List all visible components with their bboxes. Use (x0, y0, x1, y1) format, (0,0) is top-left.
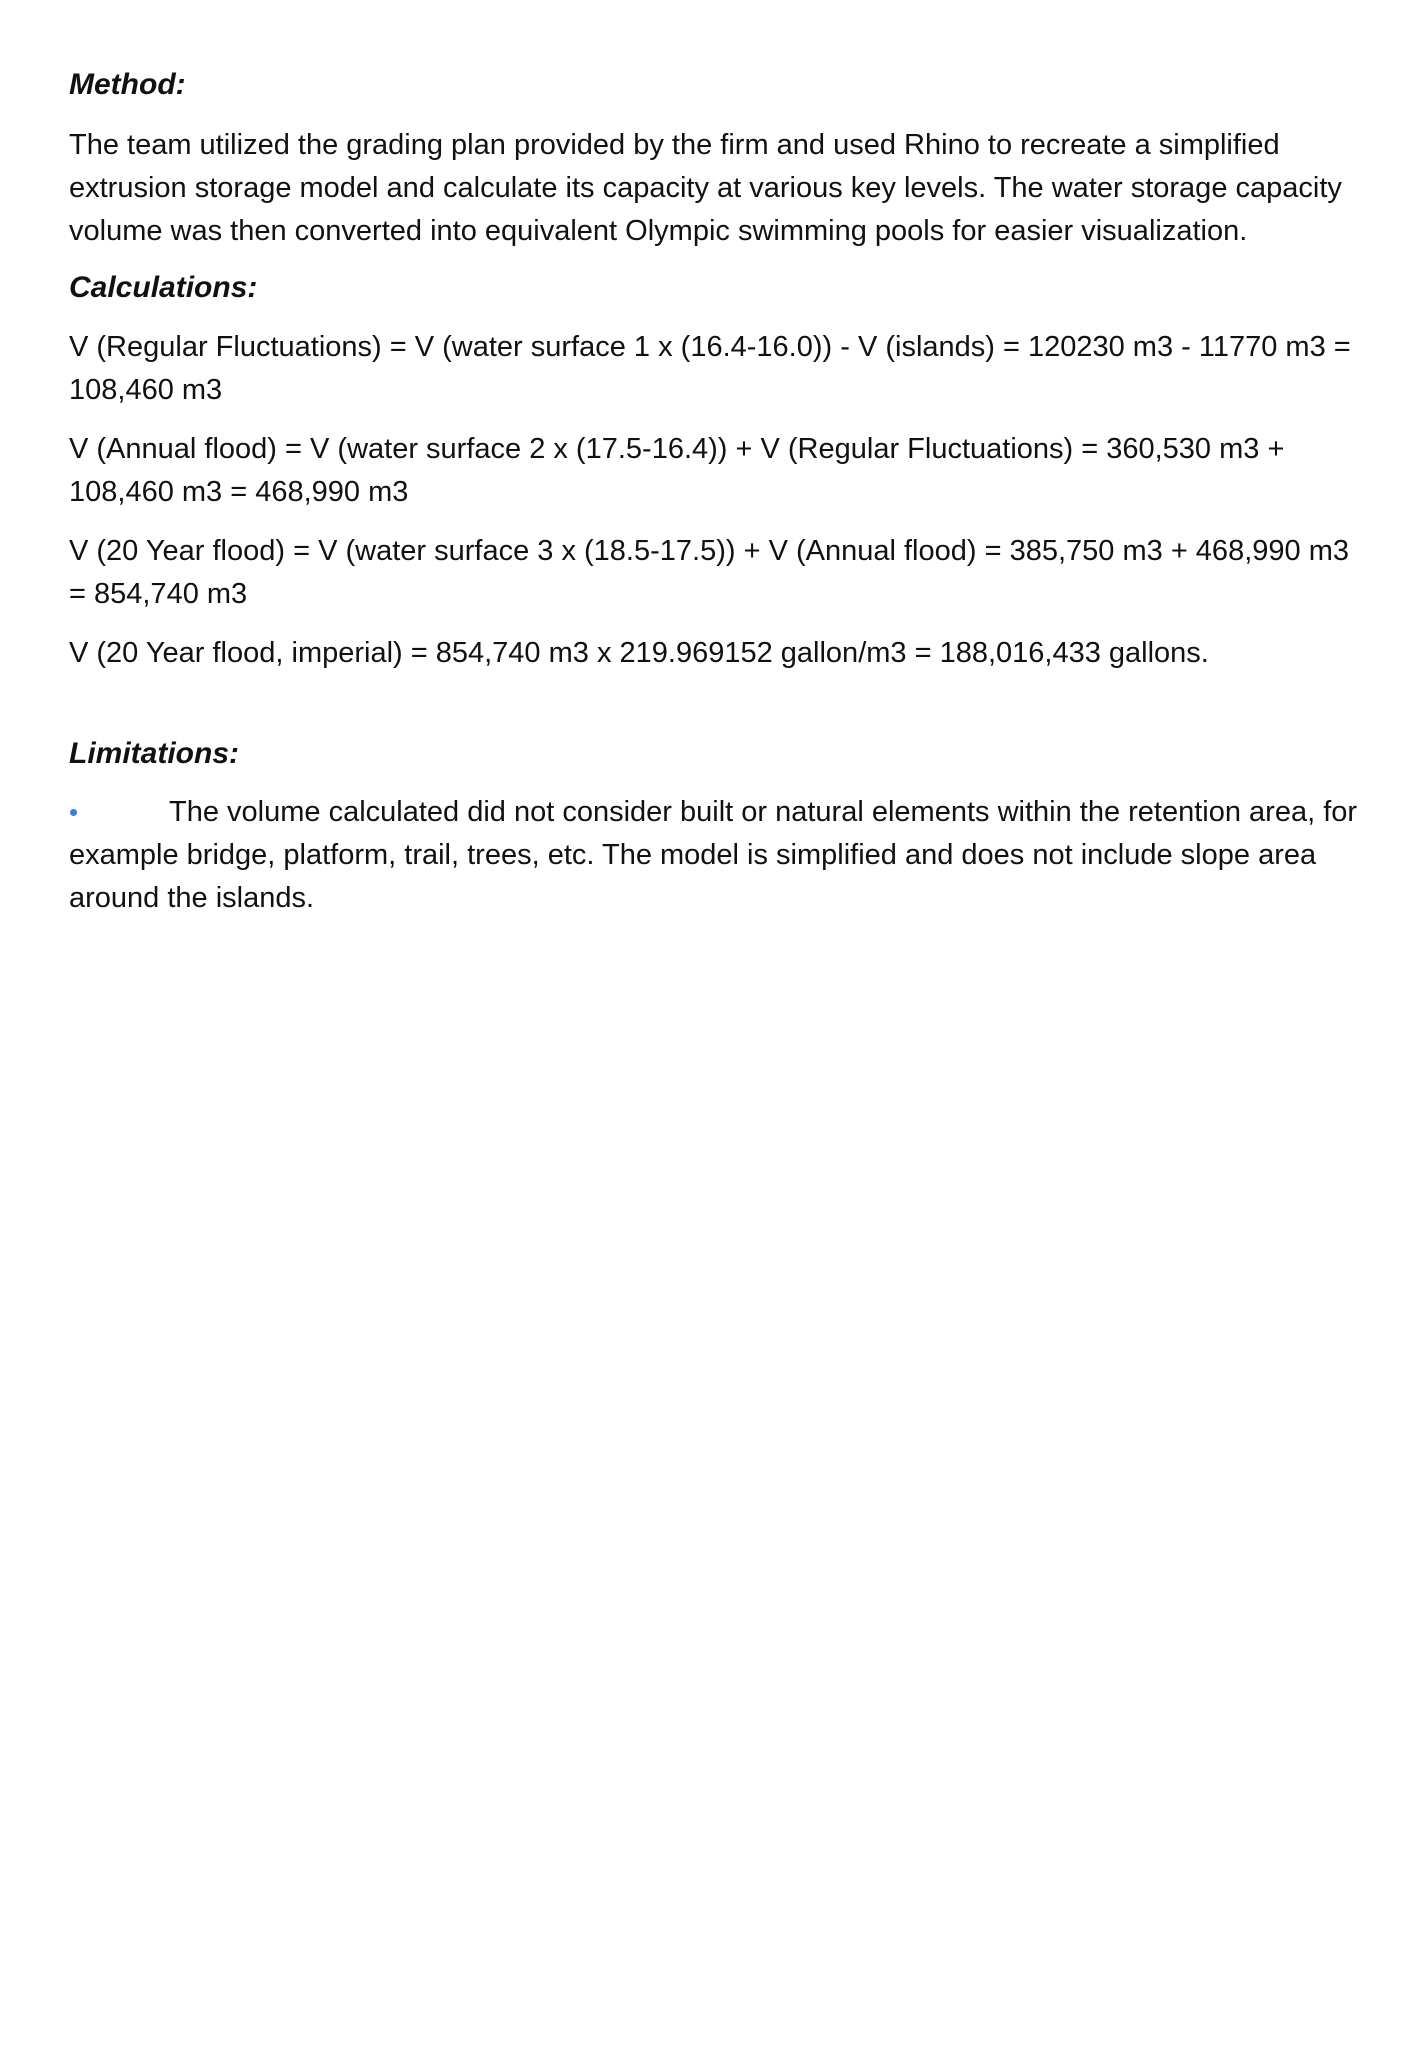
limitation-text: The volume calculated did not consider built or natural elements within the retention area, for example bridge, platform, trail, trees, etc. The model is simplified and does not include slope area around the islands. (69, 796, 1358, 914)
calculations-heading: Calculations: (69, 271, 258, 304)
calculation-line: V (Regular Fluctuations) = V (water surface 1 x (16.4-16.0)) - V (islands) = 120230 m3 - 11770 m3 = 108,460 m3 (69, 331, 1351, 406)
document-page (69, 64, 1359, 920)
calculation-line: V (Annual flood) = V (water surface 2 x (17.5-16.4)) + V (Regular Fluctuations) = 360,530 m3 + 108,460 m3 = 468,990 m3 (69, 433, 1285, 508)
calculation-line: V (20 Year flood) = V (water surface 3 x (18.5-17.5)) + V (Annual flood) = 385,750 m3 + 468,990 m3 = 854,740 m3 (69, 535, 1349, 610)
bullet-icon: • (69, 797, 79, 827)
limitations-heading: Limitations: (69, 737, 239, 770)
method-paragraph: The team utilized the grading plan provided by the firm and used Rhino to recreate a simplified extrusion storage model and calculate its capacity at various key levels. The water storage capacity volume was then converted into equivalent Olympic swimming pools for easier visualization. (69, 129, 1342, 247)
limitations-list-item (69, 791, 1359, 920)
method-heading: Method: (69, 68, 186, 101)
calculation-line: V (20 Year flood, imperial) = 854,740 m3 x 219.969152 gallon/m3 = 188,016,433 gallons. (69, 637, 1209, 669)
